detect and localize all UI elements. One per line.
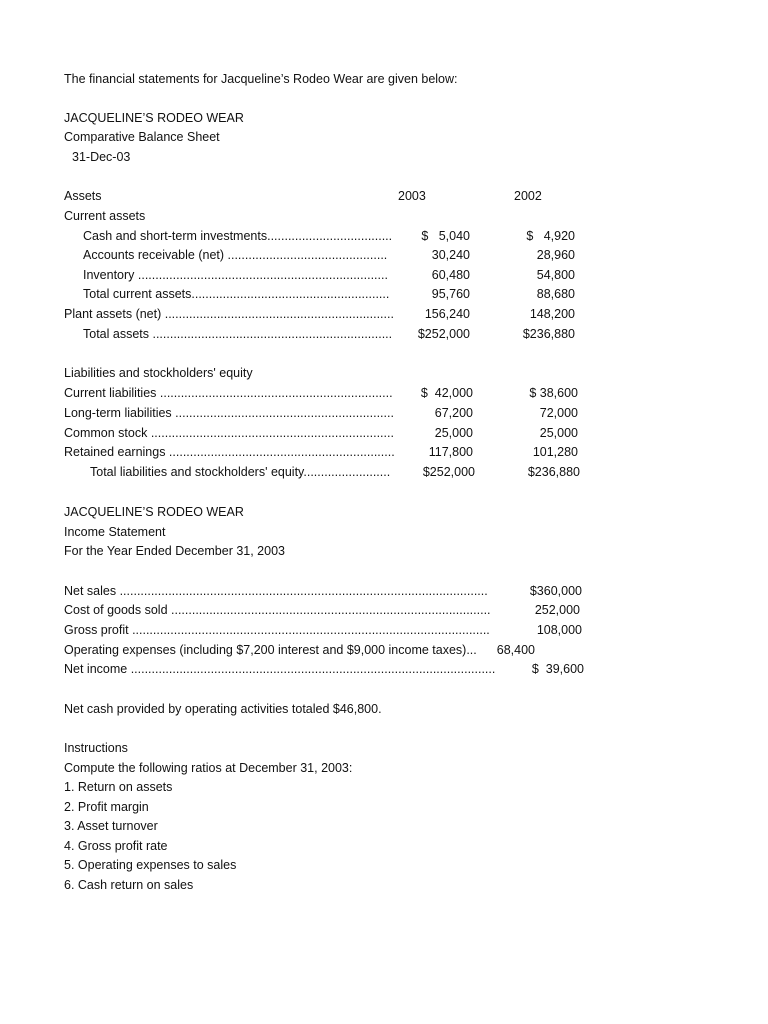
income-statement-company: JACQUELINE’S RODEO WEAR [64,505,244,519]
cash-flow-note: Net cash provided by operating activities totaled $46,800. [64,702,382,716]
liability-row-2002: 25,000 [539,426,578,440]
instruction-item: 3. Asset turnover [64,819,158,833]
asset-row-2002: 54,800 [536,268,575,282]
income-row-label: Gross profit ....................................................................................................... [64,623,490,637]
instruction-item: 2. Profit margin [64,800,149,814]
liability-row-2002: $ 38,600 [529,386,578,400]
liability-row-2003: 117,800 [428,445,473,459]
instructions-heading: Instructions [64,741,128,755]
balance-sheet-company: JACQUELINE’S RODEO WEAR [64,111,244,125]
year-2003-header: 2003 [398,189,426,203]
asset-row-label: Plant assets (net) .................................................................. [64,307,394,321]
income-row-value: $ 39,600 [531,662,584,676]
asset-row-2002: 28,960 [536,248,575,262]
liability-row-2003: 25,000 [434,426,473,440]
income-row-value: 108,000 [536,623,582,637]
balance-sheet-date: 31-Dec-03 [72,150,131,164]
income-row-value: $360,000 [529,584,582,598]
liability-row-2003: $ 42,000 [420,386,473,400]
instruction-item: 1. Return on assets [64,780,173,794]
income-row-value: 252,000 [534,603,580,617]
asset-row-2003: 156,240 [424,307,470,321]
income-statement-title: Income Statement [64,525,166,539]
asset-row-label: Accounts receivable (net) .............................................. [83,248,388,262]
asset-row-label: Total assets ..................................................................... [83,327,393,341]
instruction-item: 6. Cash return on sales [64,878,194,892]
liabilities-heading: Liabilities and stockholders' equity [64,366,253,380]
liability-row-label: Long-term liabilities ............................................................... [64,406,394,420]
liability-row-2002: 72,000 [539,406,578,420]
income-row-label: Cost of goods sold ............................................................................................ [64,603,491,617]
instruction-item: 5. Operating expenses to sales [64,858,237,872]
instruction-item: 4. Gross profit rate [64,839,168,853]
asset-row-label: Cash and short-term investments.................................... [83,229,393,243]
liability-row-2002: 101,280 [532,445,578,459]
asset-row-2003: 95,760 [431,287,470,301]
liability-row-2003: 67,200 [434,406,473,420]
income-row-label: Operating expenses (including $7,200 interest and $9,000 income taxes)... [64,643,477,657]
year-2002-header: 2002 [514,189,542,203]
liability-row-label: Retained earnings ................................................................. [64,445,395,459]
liability-row-2002: $236,880 [527,465,580,479]
assets-heading: Assets [64,189,102,203]
liability-row-label: Common stock ...................................................................... [64,426,394,440]
asset-row-2002: $236,880 [522,327,575,341]
asset-row-label: Inventory ........................................................................ [83,268,388,282]
asset-row-2003: 30,240 [431,248,470,262]
asset-row-2003: $ 5,040 [421,229,470,243]
liability-row-label: Total liabilities and stockholders' equity......................... [90,465,391,479]
income-row-value: 68,400 [496,643,535,657]
asset-row-2003: 60,480 [431,268,470,282]
liability-row-label: Current liabilities ................................................................... [64,386,393,400]
asset-row-2002: $ 4,920 [526,229,575,243]
current-assets-heading: Current assets [64,209,146,223]
income-row-label: Net sales .......................................................................................................... [64,584,488,598]
income-row-label: Net income ......................................................................................................... [64,662,496,676]
liability-row-2003: $252,000 [422,465,475,479]
intro-text: The financial statements for Jacqueline’s Rodeo Wear are given below: [64,72,458,86]
income-statement-period: For the Year Ended December 31, 2003 [64,544,285,558]
asset-row-2002: 148,200 [529,307,575,321]
instructions-prompt: Compute the following ratios at December 31, 2003: [64,761,353,775]
asset-row-label: Total current assets......................................................... [83,287,390,301]
asset-row-2002: 88,680 [536,287,575,301]
balance-sheet-title: Comparative Balance Sheet [64,130,220,144]
asset-row-2003: $252,000 [417,327,470,341]
